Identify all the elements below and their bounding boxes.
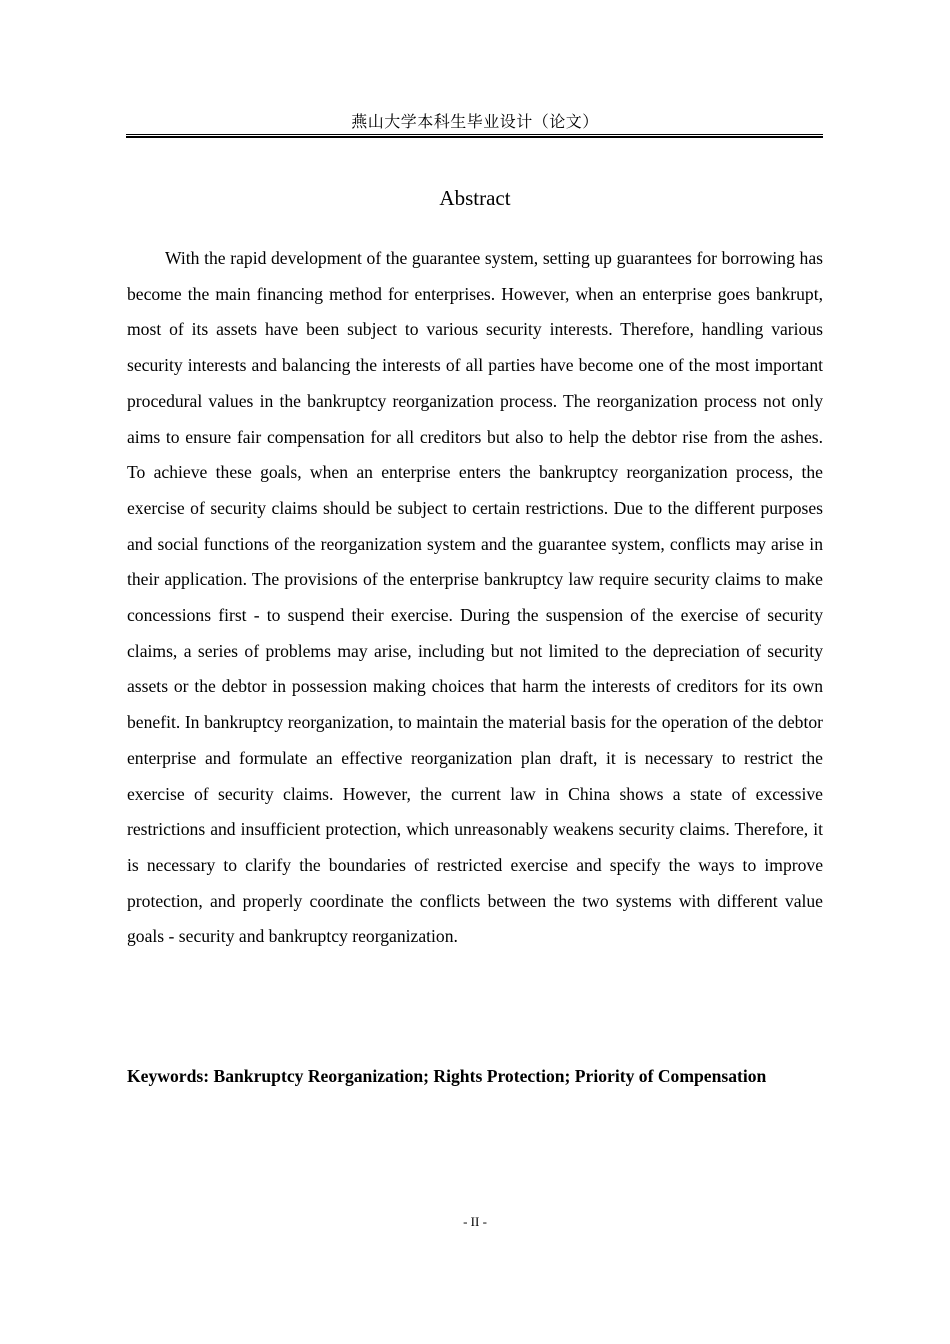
- abstract-title: Abstract: [439, 186, 511, 210]
- page-number: - II -: [463, 1214, 487, 1229]
- header-rule-thin: [126, 134, 823, 135]
- running-header: 燕山大学本科生毕业设计（论文）: [351, 114, 599, 131]
- header-rule-thick: [126, 136, 823, 138]
- keywords-line: Keywords: Bankruptcy Reorganization; Rights Protection; Priority of Compensation: [127, 1066, 767, 1086]
- abstract-body: With the rapid development of the guarantee system, setting up guarantees for borrowing has become the main financing method for enterprises. However, when an enterprise goes bankrupt, most of its assets have been subject to various security interests. Therefore, handling various security interests and balancing the interests of all parties have become one of the most important procedural values in the bankruptcy reorganization process. The reorganization process not only aims to ensure fair compensation for all creditors but also to help the debtor rise from the ashes. To achieve these goals, when an enterprise enters the bankruptcy reorganization process, the exercise of security claims should be subject to certain restrictions. Due to the different purposes and social functions of the reorganization system and the guarantee system, conflicts may arise in their application. The provisions of the enterprise bankruptcy law require security claims to make concessions first - to suspend their exercise. During the suspension of the exercise of security claims, a series of problems may arise, including but not limited to the depreciation of security assets or the debtor in possession making choices that harm the interests of creditors for its own benefit. In bankruptcy reorganization, to maintain the material basis for the operation of the debtor enterprise and formulate an effective reorganization plan draft, it is necessary to restrict the exercise of security claims. However, the current law in China shows a state of excessive restrictions and insufficient protection, which unreasonably weakens security claims. Therefore, it is necessary to clarify the boundaries of restricted exercise and specify the ways to improve protection, and properly coordinate the conflicts between the two systems with different value goals - security and bankruptcy reorganization.: [127, 248, 823, 947]
